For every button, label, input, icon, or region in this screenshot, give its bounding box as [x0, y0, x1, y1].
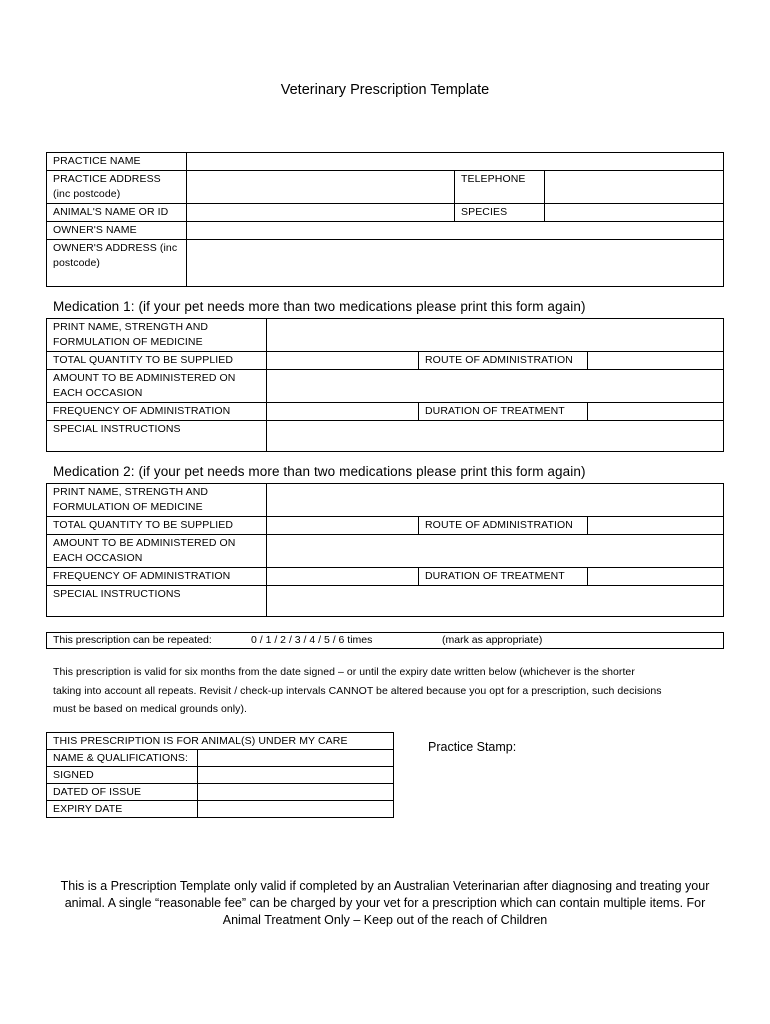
- repeat-box: [46, 632, 724, 649]
- practice-name-field[interactable]: [187, 153, 724, 171]
- med2-route-field[interactable]: [588, 517, 724, 535]
- med1-frequency-label: FREQUENCY OF ADMINISTRATION: [47, 403, 267, 421]
- telephone-label: TELEPHONE: [455, 171, 545, 204]
- med2-print-name-field[interactable]: [267, 484, 724, 517]
- footer-line-1: This is a Prescription Template only valid if completed by an Australian Veterinarian after diagnosing and treating your: [60, 879, 710, 893]
- validity-line-1: This prescription is valid for six months from the date signed – or until the expiry date written below (whichever is the shorter: [53, 666, 635, 678]
- species-label: SPECIES: [455, 204, 545, 222]
- practice-name-label: PRACTICE NAME: [47, 153, 187, 171]
- med1-amount-field[interactable]: [267, 370, 724, 403]
- signed-label: SIGNED: [47, 767, 198, 784]
- owner-address-field[interactable]: [187, 240, 724, 287]
- page-title: Veterinary Prescription Template: [280, 82, 490, 98]
- footer-line-2: animal. A single “reasonable fee” can be charged by your vet for a prescription which can contain multiple items. For: [64, 896, 706, 910]
- practice-details-table: [46, 152, 724, 287]
- med1-print-name-field[interactable]: [267, 319, 724, 352]
- repeat-label: This prescription can be repeated:: [53, 634, 212, 646]
- medication-1-heading: Medication 1: (if your pet needs more than two medications please print this form again): [53, 299, 586, 314]
- signed-field[interactable]: [198, 767, 394, 784]
- med1-frequency-field[interactable]: [267, 403, 419, 421]
- med2-amount-label: AMOUNT TO BE ADMINISTERED ON EACH OCCASION: [47, 535, 267, 568]
- med1-print-name-label: PRINT NAME, STRENGTH AND FORMULATION OF MEDICINE: [47, 319, 267, 352]
- animal-name-label: ANIMAL'S NAME OR ID: [47, 204, 187, 222]
- practice-address-field[interactable]: [187, 171, 455, 204]
- medication-2-table: [46, 483, 724, 617]
- footer-disclaimer: [40, 878, 730, 929]
- med2-duration-label: DURATION OF TREATMENT: [419, 568, 588, 586]
- practice-stamp-label: Practice Stamp:: [428, 740, 517, 754]
- name-qualifications-field[interactable]: [198, 750, 394, 767]
- med1-route-field[interactable]: [588, 352, 724, 370]
- med1-route-label: ROUTE OF ADMINISTRATION: [419, 352, 588, 370]
- med1-total-quantity-label: TOTAL QUANTITY TO BE SUPPLIED: [47, 352, 267, 370]
- medication-2-heading: Medication 2: (if your pet needs more than two medications please print this form again): [53, 464, 586, 479]
- name-qualifications-label: NAME & QUALIFICATIONS:: [47, 750, 198, 767]
- med1-duration-field[interactable]: [588, 403, 724, 421]
- owner-name-field[interactable]: [187, 222, 724, 240]
- practice-address-label: PRACTICE ADDRESS (inc postcode): [47, 171, 187, 204]
- med1-special-instructions-field[interactable]: [267, 421, 724, 452]
- signature-table: [46, 732, 394, 818]
- med2-total-quantity-label: TOTAL QUANTITY TO BE SUPPLIED: [47, 517, 267, 535]
- animal-name-field[interactable]: [187, 204, 455, 222]
- owner-address-label: OWNER'S ADDRESS (inc postcode): [47, 240, 187, 287]
- med2-frequency-label: FREQUENCY OF ADMINISTRATION: [47, 568, 267, 586]
- validity-text: [53, 663, 733, 719]
- med1-total-quantity-field[interactable]: [267, 352, 419, 370]
- species-field[interactable]: [545, 204, 724, 222]
- repeat-options[interactable]: 0 / 1 / 2 / 3 / 4 / 5 / 6 times: [251, 634, 373, 646]
- validity-line-3: must be based on medical grounds only).: [53, 703, 247, 715]
- footer-line-3: Animal Treatment Only – Keep out of the reach of Children: [222, 913, 548, 927]
- med2-print-name-label: PRINT NAME, STRENGTH AND FORMULATION OF MEDICINE: [47, 484, 267, 517]
- care-statement: THIS PRESCRIPTION IS FOR ANIMAL(S) UNDER MY CARE: [47, 733, 394, 750]
- med2-special-instructions-label: SPECIAL INSTRUCTIONS: [47, 586, 267, 617]
- telephone-field[interactable]: [545, 171, 724, 204]
- owner-name-label: OWNER'S NAME: [47, 222, 187, 240]
- med1-amount-label: AMOUNT TO BE ADMINISTERED ON EACH OCCASION: [47, 370, 267, 403]
- med2-duration-field[interactable]: [588, 568, 724, 586]
- date-of-issue-label: DATED OF ISSUE: [47, 784, 198, 801]
- expiry-date-label: EXPIRY DATE: [47, 801, 198, 818]
- med2-amount-field[interactable]: [267, 535, 724, 568]
- date-of-issue-field[interactable]: [198, 784, 394, 801]
- med2-route-label: ROUTE OF ADMINISTRATION: [419, 517, 588, 535]
- validity-line-2: taking into account all repeats. Revisit / check-up intervals CANNOT be altered because you opt for a prescription, such decisions: [53, 684, 662, 697]
- med1-special-instructions-label: SPECIAL INSTRUCTIONS: [47, 421, 267, 452]
- med2-special-instructions-field[interactable]: [267, 586, 724, 617]
- med1-duration-label: DURATION OF TREATMENT: [419, 403, 588, 421]
- medication-1-table: [46, 318, 724, 452]
- repeat-note: (mark as appropriate): [442, 634, 543, 646]
- med2-frequency-field[interactable]: [267, 568, 419, 586]
- med2-total-quantity-field[interactable]: [267, 517, 419, 535]
- expiry-date-field[interactable]: [198, 801, 394, 818]
